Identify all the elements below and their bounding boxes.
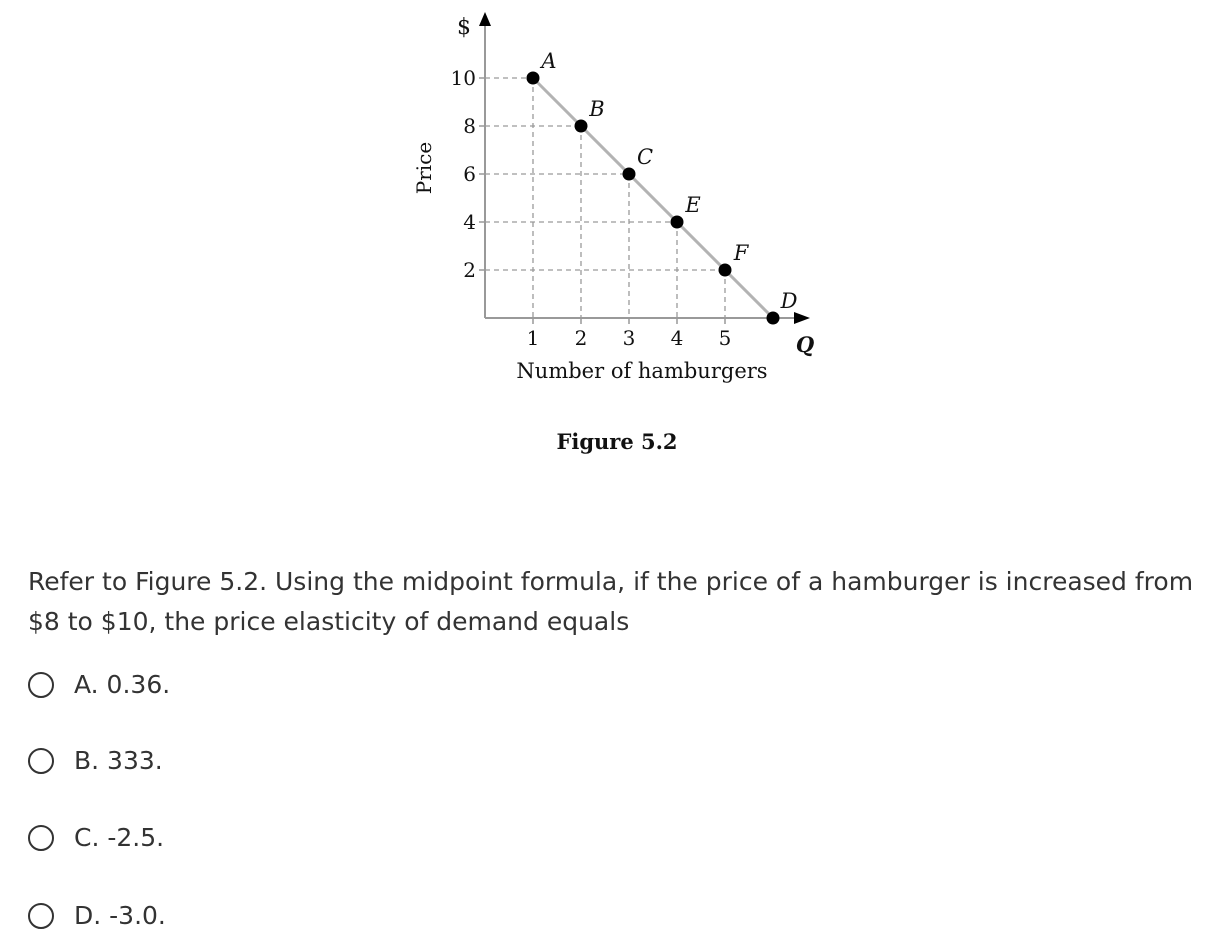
radio-circle-icon[interactable] xyxy=(28,672,54,698)
point-label: A xyxy=(541,49,557,73)
question-text: Refer to Figure 5.2. Using the midpoint formula, if the price of a hamburger is increased from $8 to $10, the price elasticity of demand equals xyxy=(28,567,1194,636)
option-d[interactable] xyxy=(28,901,166,931)
y-tick-label: 10 xyxy=(450,66,476,90)
point-a xyxy=(527,72,540,85)
point-d xyxy=(767,312,780,325)
radio-circle-icon[interactable] xyxy=(28,825,54,851)
x-tick-label: 4 xyxy=(670,326,684,350)
point-label: B xyxy=(589,97,605,121)
option-label: A. 0.36. xyxy=(74,670,171,699)
point-label: E xyxy=(685,193,701,217)
x-tick-label: 5 xyxy=(718,326,732,350)
point-label: C xyxy=(636,145,654,169)
x-tick-label: 1 xyxy=(526,326,540,350)
y-tick-label: 6 xyxy=(463,162,476,186)
y-tick-label: 2 xyxy=(463,258,476,282)
option-c[interactable] xyxy=(28,823,164,853)
option-label: B. 333. xyxy=(74,746,163,775)
x-axis-arrow-icon xyxy=(794,312,810,324)
demand-curve xyxy=(533,78,773,318)
option-a[interactable] xyxy=(28,670,170,700)
option-label: C. -2.5. xyxy=(74,823,165,852)
point-e xyxy=(671,216,684,229)
figure-caption: Figure 5.2 xyxy=(556,429,678,454)
point-label: F xyxy=(733,241,749,265)
x-axis-symbol: Q xyxy=(795,332,815,357)
option-b[interactable] xyxy=(28,746,163,776)
option-label: D. -3.0. xyxy=(74,901,166,930)
point-f xyxy=(719,264,732,277)
radio-circle-icon[interactable] xyxy=(28,748,54,774)
y-axis-arrow-icon xyxy=(479,12,491,26)
data-points xyxy=(527,49,798,325)
point-c xyxy=(623,168,636,181)
point-b xyxy=(575,120,588,133)
y-axis-symbol: $ xyxy=(457,15,471,40)
radio-circle-icon[interactable] xyxy=(28,903,54,929)
x-axis-label: Number of hamburgers xyxy=(516,359,768,383)
y-tick-label: 4 xyxy=(463,210,476,234)
y-axis-label: Price xyxy=(412,141,436,195)
point-label: D xyxy=(780,289,798,313)
y-tick-label: 8 xyxy=(463,114,476,138)
x-tick-label: 2 xyxy=(574,326,588,350)
x-tick-label: 3 xyxy=(622,326,636,350)
